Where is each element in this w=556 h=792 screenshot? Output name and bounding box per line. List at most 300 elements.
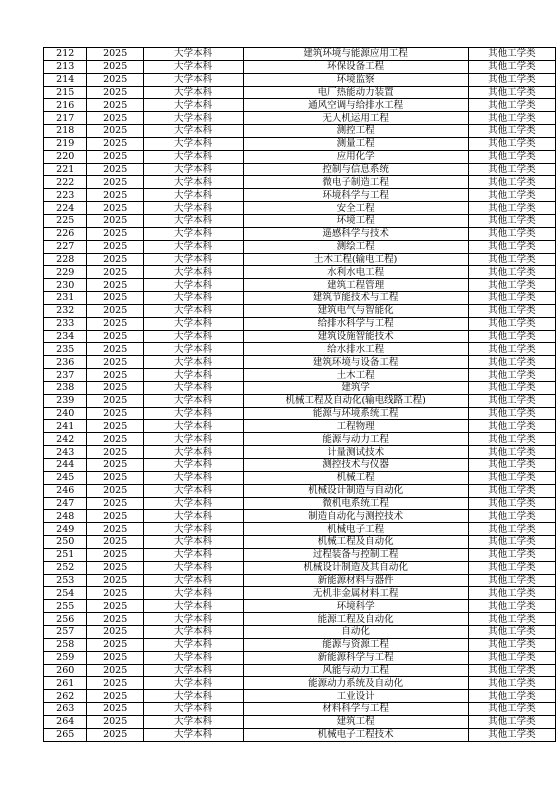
table-row xyxy=(44,369,556,382)
year-cell: 2025 xyxy=(87,176,143,189)
category-cell: 其他工学类 xyxy=(468,600,555,613)
education-level-cell: 大学本科 xyxy=(143,137,243,150)
major-name-cell: 建筑学 xyxy=(243,381,468,394)
table-row xyxy=(44,343,556,356)
year-cell: 2025 xyxy=(87,651,143,664)
table-row xyxy=(44,99,556,112)
table-row xyxy=(44,484,556,497)
table-row xyxy=(44,638,556,651)
year-cell: 2025 xyxy=(87,253,143,266)
table-row xyxy=(44,651,556,664)
table-row xyxy=(44,112,556,125)
category-cell: 其他工学类 xyxy=(468,484,555,497)
education-level-cell: 大学本科 xyxy=(143,48,243,61)
row-number-cell: 238 xyxy=(44,381,87,394)
category-cell: 其他工学类 xyxy=(468,189,555,202)
row-number-cell: 261 xyxy=(44,677,87,690)
education-level-cell: 大学本科 xyxy=(143,279,243,292)
education-level-cell: 大学本科 xyxy=(143,202,243,215)
table-row xyxy=(44,292,556,305)
row-number-cell: 253 xyxy=(44,574,87,587)
table-row xyxy=(44,690,556,703)
category-cell: 其他工学类 xyxy=(468,214,555,227)
year-cell: 2025 xyxy=(87,240,143,253)
major-name-cell: 通风空调与给排水工程 xyxy=(243,99,468,112)
category-cell: 其他工学类 xyxy=(468,574,555,587)
major-name-cell: 工程物理 xyxy=(243,420,468,433)
row-number-cell: 236 xyxy=(44,356,87,369)
category-cell: 其他工学类 xyxy=(468,202,555,215)
table-row xyxy=(44,189,556,202)
major-name-cell: 新能源材料与器件 xyxy=(243,574,468,587)
category-cell: 其他工学类 xyxy=(468,394,555,407)
education-level-cell: 大学本科 xyxy=(143,112,243,125)
row-number-cell: 258 xyxy=(44,638,87,651)
education-level-cell: 大学本科 xyxy=(143,369,243,382)
major-name-cell: 电厂热能动力装置 xyxy=(243,86,468,99)
table-row xyxy=(44,407,556,420)
major-name-cell: 自动化 xyxy=(243,625,468,638)
row-number-cell: 231 xyxy=(44,292,87,305)
major-name-cell: 建筑环境与设备工程 xyxy=(243,356,468,369)
year-cell: 2025 xyxy=(87,574,143,587)
major-name-cell: 无人机运用工程 xyxy=(243,112,468,125)
major-name-cell: 测绘工程 xyxy=(243,240,468,253)
education-level-cell: 大学本科 xyxy=(143,60,243,73)
year-cell: 2025 xyxy=(87,150,143,163)
table-row xyxy=(44,664,556,677)
category-cell: 其他工学类 xyxy=(468,497,555,510)
education-level-cell: 大学本科 xyxy=(143,330,243,343)
table-row xyxy=(44,304,556,317)
education-level-cell: 大学本科 xyxy=(143,433,243,446)
table-row xyxy=(44,150,556,163)
education-level-cell: 大学本科 xyxy=(143,86,243,99)
major-name-cell: 给水排水工程 xyxy=(243,343,468,356)
education-level-cell: 大学本科 xyxy=(143,703,243,716)
category-cell: 其他工学类 xyxy=(468,651,555,664)
category-cell: 其他工学类 xyxy=(468,446,555,459)
row-number-cell: 233 xyxy=(44,317,87,330)
major-name-cell: 建筑节能技术与工程 xyxy=(243,292,468,305)
category-cell: 其他工学类 xyxy=(468,86,555,99)
table-row xyxy=(44,73,556,86)
table-row xyxy=(44,279,556,292)
education-level-cell: 大学本科 xyxy=(143,227,243,240)
year-cell: 2025 xyxy=(87,728,143,741)
year-cell: 2025 xyxy=(87,163,143,176)
education-level-cell: 大学本科 xyxy=(143,266,243,279)
major-name-cell: 能源工程及自动化 xyxy=(243,613,468,626)
education-level-cell: 大学本科 xyxy=(143,561,243,574)
year-cell: 2025 xyxy=(87,125,143,138)
major-name-cell: 土木工程 xyxy=(243,369,468,382)
education-level-cell: 大学本科 xyxy=(143,73,243,86)
category-cell: 其他工学类 xyxy=(468,625,555,638)
year-cell: 2025 xyxy=(87,587,143,600)
year-cell: 2025 xyxy=(87,189,143,202)
education-level-cell: 大学本科 xyxy=(143,189,243,202)
table-row xyxy=(44,60,556,73)
education-level-cell: 大学本科 xyxy=(143,381,243,394)
category-cell: 其他工学类 xyxy=(468,536,555,549)
table-row xyxy=(44,420,556,433)
table-row xyxy=(44,266,556,279)
category-cell: 其他工学类 xyxy=(468,266,555,279)
education-level-cell: 大学本科 xyxy=(143,292,243,305)
table-row xyxy=(44,433,556,446)
category-cell: 其他工学类 xyxy=(468,459,555,472)
row-number-cell: 226 xyxy=(44,227,87,240)
category-cell: 其他工学类 xyxy=(468,99,555,112)
year-cell: 2025 xyxy=(87,292,143,305)
major-name-cell: 无机非金属材料工程 xyxy=(243,587,468,600)
year-cell: 2025 xyxy=(87,330,143,343)
category-cell: 其他工学类 xyxy=(468,48,555,61)
category-cell: 其他工学类 xyxy=(468,677,555,690)
majors-table xyxy=(43,47,556,742)
major-name-cell: 机械电子工程技术 xyxy=(243,728,468,741)
year-cell: 2025 xyxy=(87,266,143,279)
table-row xyxy=(44,600,556,613)
category-cell: 其他工学类 xyxy=(468,330,555,343)
education-level-cell: 大学本科 xyxy=(143,536,243,549)
category-cell: 其他工学类 xyxy=(468,510,555,523)
category-cell: 其他工学类 xyxy=(468,60,555,73)
category-cell: 其他工学类 xyxy=(468,112,555,125)
education-level-cell: 大学本科 xyxy=(143,484,243,497)
education-level-cell: 大学本科 xyxy=(143,574,243,587)
year-cell: 2025 xyxy=(87,510,143,523)
education-level-cell: 大学本科 xyxy=(143,317,243,330)
row-number-cell: 257 xyxy=(44,625,87,638)
table-row xyxy=(44,317,556,330)
education-level-cell: 大学本科 xyxy=(143,214,243,227)
major-name-cell: 机械设计制造及其自动化 xyxy=(243,561,468,574)
category-cell: 其他工学类 xyxy=(468,420,555,433)
education-level-cell: 大学本科 xyxy=(143,510,243,523)
table-row xyxy=(44,561,556,574)
major-name-cell: 安全工程 xyxy=(243,202,468,215)
category-cell: 其他工学类 xyxy=(468,407,555,420)
table-row xyxy=(44,497,556,510)
table-row xyxy=(44,459,556,472)
major-name-cell: 风能与动力工程 xyxy=(243,664,468,677)
year-cell: 2025 xyxy=(87,214,143,227)
year-cell: 2025 xyxy=(87,86,143,99)
category-cell: 其他工学类 xyxy=(468,523,555,536)
table-row xyxy=(44,536,556,549)
education-level-cell: 大学本科 xyxy=(143,523,243,536)
table-row xyxy=(44,394,556,407)
row-number-cell: 259 xyxy=(44,651,87,664)
row-number-cell: 230 xyxy=(44,279,87,292)
row-number-cell: 246 xyxy=(44,484,87,497)
table-row xyxy=(44,125,556,138)
year-cell: 2025 xyxy=(87,343,143,356)
category-cell: 其他工学类 xyxy=(468,690,555,703)
row-number-cell: 235 xyxy=(44,343,87,356)
education-level-cell: 大学本科 xyxy=(143,651,243,664)
row-number-cell: 256 xyxy=(44,613,87,626)
table-row xyxy=(44,510,556,523)
year-cell: 2025 xyxy=(87,613,143,626)
major-name-cell: 材料科学与工程 xyxy=(243,703,468,716)
row-number-cell: 229 xyxy=(44,266,87,279)
table-row xyxy=(44,48,556,61)
major-name-cell: 测控工程 xyxy=(243,125,468,138)
major-name-cell: 建筑工程管理 xyxy=(243,279,468,292)
table-row xyxy=(44,587,556,600)
table-row xyxy=(44,574,556,587)
education-level-cell: 大学本科 xyxy=(143,459,243,472)
table-row xyxy=(44,240,556,253)
table-row xyxy=(44,86,556,99)
education-level-cell: 大学本科 xyxy=(143,664,243,677)
table-row xyxy=(44,715,556,728)
category-cell: 其他工学类 xyxy=(468,613,555,626)
category-cell: 其他工学类 xyxy=(468,548,555,561)
table-row xyxy=(44,202,556,215)
education-level-cell: 大学本科 xyxy=(143,394,243,407)
major-name-cell: 测控技术与仪器 xyxy=(243,459,468,472)
major-name-cell: 能源与动力工程 xyxy=(243,433,468,446)
year-cell: 2025 xyxy=(87,48,143,61)
category-cell: 其他工学类 xyxy=(468,664,555,677)
education-level-cell: 大学本科 xyxy=(143,253,243,266)
education-level-cell: 大学本科 xyxy=(143,613,243,626)
year-cell: 2025 xyxy=(87,317,143,330)
year-cell: 2025 xyxy=(87,638,143,651)
year-cell: 2025 xyxy=(87,690,143,703)
table-row xyxy=(44,471,556,484)
year-cell: 2025 xyxy=(87,548,143,561)
category-cell: 其他工学类 xyxy=(468,304,555,317)
row-number-cell: 247 xyxy=(44,497,87,510)
major-name-cell: 环境工程 xyxy=(243,214,468,227)
row-number-cell: 249 xyxy=(44,523,87,536)
year-cell: 2025 xyxy=(87,304,143,317)
category-cell: 其他工学类 xyxy=(468,703,555,716)
major-name-cell: 微电子制造工程 xyxy=(243,176,468,189)
major-name-cell: 环境科学与工程 xyxy=(243,189,468,202)
year-cell: 2025 xyxy=(87,471,143,484)
category-cell: 其他工学类 xyxy=(468,137,555,150)
education-level-cell: 大学本科 xyxy=(143,343,243,356)
education-level-cell: 大学本科 xyxy=(143,690,243,703)
major-name-cell: 建筑工程 xyxy=(243,715,468,728)
year-cell: 2025 xyxy=(87,459,143,472)
row-number-cell: 213 xyxy=(44,60,87,73)
row-number-cell: 260 xyxy=(44,664,87,677)
category-cell: 其他工学类 xyxy=(468,471,555,484)
table-row xyxy=(44,253,556,266)
year-cell: 2025 xyxy=(87,536,143,549)
table-row xyxy=(44,703,556,716)
table-row xyxy=(44,381,556,394)
row-number-cell: 265 xyxy=(44,728,87,741)
year-cell: 2025 xyxy=(87,715,143,728)
education-level-cell: 大学本科 xyxy=(143,125,243,138)
category-cell: 其他工学类 xyxy=(468,561,555,574)
category-cell: 其他工学类 xyxy=(468,240,555,253)
major-name-cell: 能源与环境系统工程 xyxy=(243,407,468,420)
major-name-cell: 机械工程及自动化 xyxy=(243,536,468,549)
major-name-cell: 环保设备工程 xyxy=(243,60,468,73)
row-number-cell: 215 xyxy=(44,86,87,99)
row-number-cell: 234 xyxy=(44,330,87,343)
major-name-cell: 建筑设施智能技术 xyxy=(243,330,468,343)
major-name-cell: 能源动力系统及自动化 xyxy=(243,677,468,690)
major-name-cell: 遥感科学与技术 xyxy=(243,227,468,240)
major-name-cell: 机械设计制造与自动化 xyxy=(243,484,468,497)
row-number-cell: 223 xyxy=(44,189,87,202)
category-cell: 其他工学类 xyxy=(468,279,555,292)
major-name-cell: 微机电系统工程 xyxy=(243,497,468,510)
category-cell: 其他工学类 xyxy=(468,73,555,86)
major-name-cell: 应用化学 xyxy=(243,150,468,163)
row-number-cell: 255 xyxy=(44,600,87,613)
row-number-cell: 243 xyxy=(44,446,87,459)
year-cell: 2025 xyxy=(87,600,143,613)
education-level-cell: 大学本科 xyxy=(143,240,243,253)
category-cell: 其他工学类 xyxy=(468,356,555,369)
year-cell: 2025 xyxy=(87,202,143,215)
row-number-cell: 224 xyxy=(44,202,87,215)
education-level-cell: 大学本科 xyxy=(143,677,243,690)
major-name-cell: 机械电子工程 xyxy=(243,523,468,536)
category-cell: 其他工学类 xyxy=(468,433,555,446)
category-cell: 其他工学类 xyxy=(468,163,555,176)
education-level-cell: 大学本科 xyxy=(143,497,243,510)
category-cell: 其他工学类 xyxy=(468,343,555,356)
row-number-cell: 263 xyxy=(44,703,87,716)
year-cell: 2025 xyxy=(87,279,143,292)
year-cell: 2025 xyxy=(87,60,143,73)
category-cell: 其他工学类 xyxy=(468,317,555,330)
major-name-cell: 环境科学 xyxy=(243,600,468,613)
category-cell: 其他工学类 xyxy=(468,715,555,728)
education-level-cell: 大学本科 xyxy=(143,99,243,112)
year-cell: 2025 xyxy=(87,446,143,459)
education-level-cell: 大学本科 xyxy=(143,625,243,638)
table-row xyxy=(44,523,556,536)
table-row xyxy=(44,163,556,176)
major-name-cell: 水利水电工程 xyxy=(243,266,468,279)
education-level-cell: 大学本科 xyxy=(143,728,243,741)
category-cell: 其他工学类 xyxy=(468,369,555,382)
row-number-cell: 228 xyxy=(44,253,87,266)
year-cell: 2025 xyxy=(87,394,143,407)
row-number-cell: 251 xyxy=(44,548,87,561)
table-row xyxy=(44,330,556,343)
major-name-cell: 环境监察 xyxy=(243,73,468,86)
year-cell: 2025 xyxy=(87,99,143,112)
row-number-cell: 212 xyxy=(44,48,87,61)
category-cell: 其他工学类 xyxy=(468,125,555,138)
row-number-cell: 219 xyxy=(44,137,87,150)
education-level-cell: 大学本科 xyxy=(143,163,243,176)
year-cell: 2025 xyxy=(87,227,143,240)
year-cell: 2025 xyxy=(87,112,143,125)
major-name-cell: 工业设计 xyxy=(243,690,468,703)
year-cell: 2025 xyxy=(87,369,143,382)
row-number-cell: 245 xyxy=(44,471,87,484)
major-name-cell: 土木工程(输电工程) xyxy=(243,253,468,266)
year-cell: 2025 xyxy=(87,137,143,150)
row-number-cell: 240 xyxy=(44,407,87,420)
category-cell: 其他工学类 xyxy=(468,587,555,600)
education-level-cell: 大学本科 xyxy=(143,600,243,613)
row-number-cell: 237 xyxy=(44,369,87,382)
year-cell: 2025 xyxy=(87,703,143,716)
major-name-cell: 能源与资源工程 xyxy=(243,638,468,651)
table-row xyxy=(44,176,556,189)
row-number-cell: 241 xyxy=(44,420,87,433)
major-name-cell: 制造自动化与测控技术 xyxy=(243,510,468,523)
year-cell: 2025 xyxy=(87,677,143,690)
major-name-cell: 测量工程 xyxy=(243,137,468,150)
row-number-cell: 250 xyxy=(44,536,87,549)
table-row xyxy=(44,214,556,227)
row-number-cell: 248 xyxy=(44,510,87,523)
table-row xyxy=(44,137,556,150)
table-row xyxy=(44,728,556,741)
year-cell: 2025 xyxy=(87,356,143,369)
education-level-cell: 大学本科 xyxy=(143,176,243,189)
year-cell: 2025 xyxy=(87,381,143,394)
year-cell: 2025 xyxy=(87,407,143,420)
table-row xyxy=(44,625,556,638)
education-level-cell: 大学本科 xyxy=(143,548,243,561)
table-row xyxy=(44,548,556,561)
year-cell: 2025 xyxy=(87,523,143,536)
table-row xyxy=(44,356,556,369)
category-cell: 其他工学类 xyxy=(468,150,555,163)
year-cell: 2025 xyxy=(87,625,143,638)
category-cell: 其他工学类 xyxy=(468,638,555,651)
category-cell: 其他工学类 xyxy=(468,227,555,240)
year-cell: 2025 xyxy=(87,73,143,86)
major-name-cell: 给排水科学与工程 xyxy=(243,317,468,330)
row-number-cell: 218 xyxy=(44,125,87,138)
year-cell: 2025 xyxy=(87,497,143,510)
table-row xyxy=(44,227,556,240)
major-name-cell: 控制与信息系统 xyxy=(243,163,468,176)
row-number-cell: 227 xyxy=(44,240,87,253)
row-number-cell: 214 xyxy=(44,73,87,86)
major-name-cell: 建筑电气与智能化 xyxy=(243,304,468,317)
education-level-cell: 大学本科 xyxy=(143,150,243,163)
table-row xyxy=(44,446,556,459)
row-number-cell: 252 xyxy=(44,561,87,574)
year-cell: 2025 xyxy=(87,561,143,574)
education-level-cell: 大学本科 xyxy=(143,420,243,433)
row-number-cell: 262 xyxy=(44,690,87,703)
year-cell: 2025 xyxy=(87,433,143,446)
major-name-cell: 机械工程 xyxy=(243,471,468,484)
education-level-cell: 大学本科 xyxy=(143,471,243,484)
row-number-cell: 232 xyxy=(44,304,87,317)
category-cell: 其他工学类 xyxy=(468,176,555,189)
row-number-cell: 264 xyxy=(44,715,87,728)
row-number-cell: 220 xyxy=(44,150,87,163)
table-row xyxy=(44,677,556,690)
year-cell: 2025 xyxy=(87,484,143,497)
row-number-cell: 254 xyxy=(44,587,87,600)
category-cell: 其他工学类 xyxy=(468,253,555,266)
education-level-cell: 大学本科 xyxy=(143,304,243,317)
